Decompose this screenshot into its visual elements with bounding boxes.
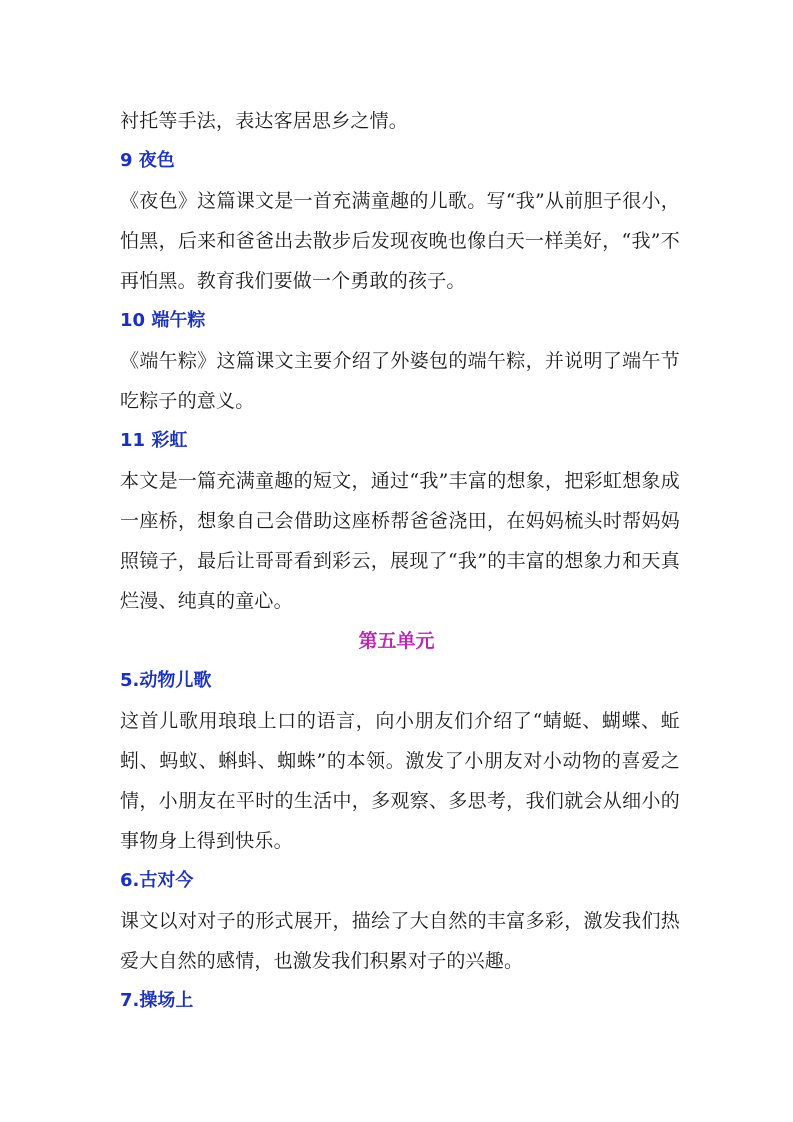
unit-section-heading-7: 7.操场上 <box>120 990 194 1011</box>
unit-section-body-5: 这首儿歌用琅琅上口的语言，向小朋友们介绍了“蜻蜓、蝴蝶、蚯蚓、蚂蚁、蝌蚪、蜘蛛”的本领。激发了小朋友对小动物的喜爱之情，小朋友在平时的生活中，多观察、多思考，我们就会从细小的事物身上得到快乐。 <box>120 710 680 852</box>
section-body-10: 《端午粽》这篇课文主要介绍了外婆包的端午粽，并说明了端午节吃粽子的意义。 <box>120 350 680 412</box>
section-heading-10: 10 端午粽 <box>120 310 206 331</box>
intro-tail-text: 衬托等手法，表达客居思乡之情。 <box>120 110 409 132</box>
unit-section-heading-5: 5.动物儿歌 <box>120 670 212 691</box>
section-heading-9: 9 夜色 <box>120 150 175 171</box>
section-body-9: 《夜色》这篇课文是一首充满童趣的儿歌。写“我”从前胆子很小，怕黑，后来和爸爸出去散步后发现夜晚也像白天一样美好，“我”不再怕黑。教育我们要做一个勇敢的孩子。 <box>120 190 680 292</box>
unit-section-heading-6: 6.古对今 <box>120 870 194 891</box>
section-body-11: 本文是一篇充满童趣的短文，通过“我”丰富的想象，把彩虹想象成一座桥，想象自己会借助这座桥帮爸爸浇田，在妈妈梳头时帮妈妈照镜子，最后让哥哥看到彩云，展现了“我”的丰富的想象力和天真烂漫、纯真的童心。 <box>120 470 680 612</box>
section-heading-11: 11 彩虹 <box>120 430 188 451</box>
unit-section-body-6: 课文以对对子的形式展开，描绘了大自然的丰富多彩，激发我们热爱大自然的感情，也激发我们积累对子的兴趣。 <box>120 910 680 972</box>
unit-title: 第五单元 <box>358 630 435 652</box>
